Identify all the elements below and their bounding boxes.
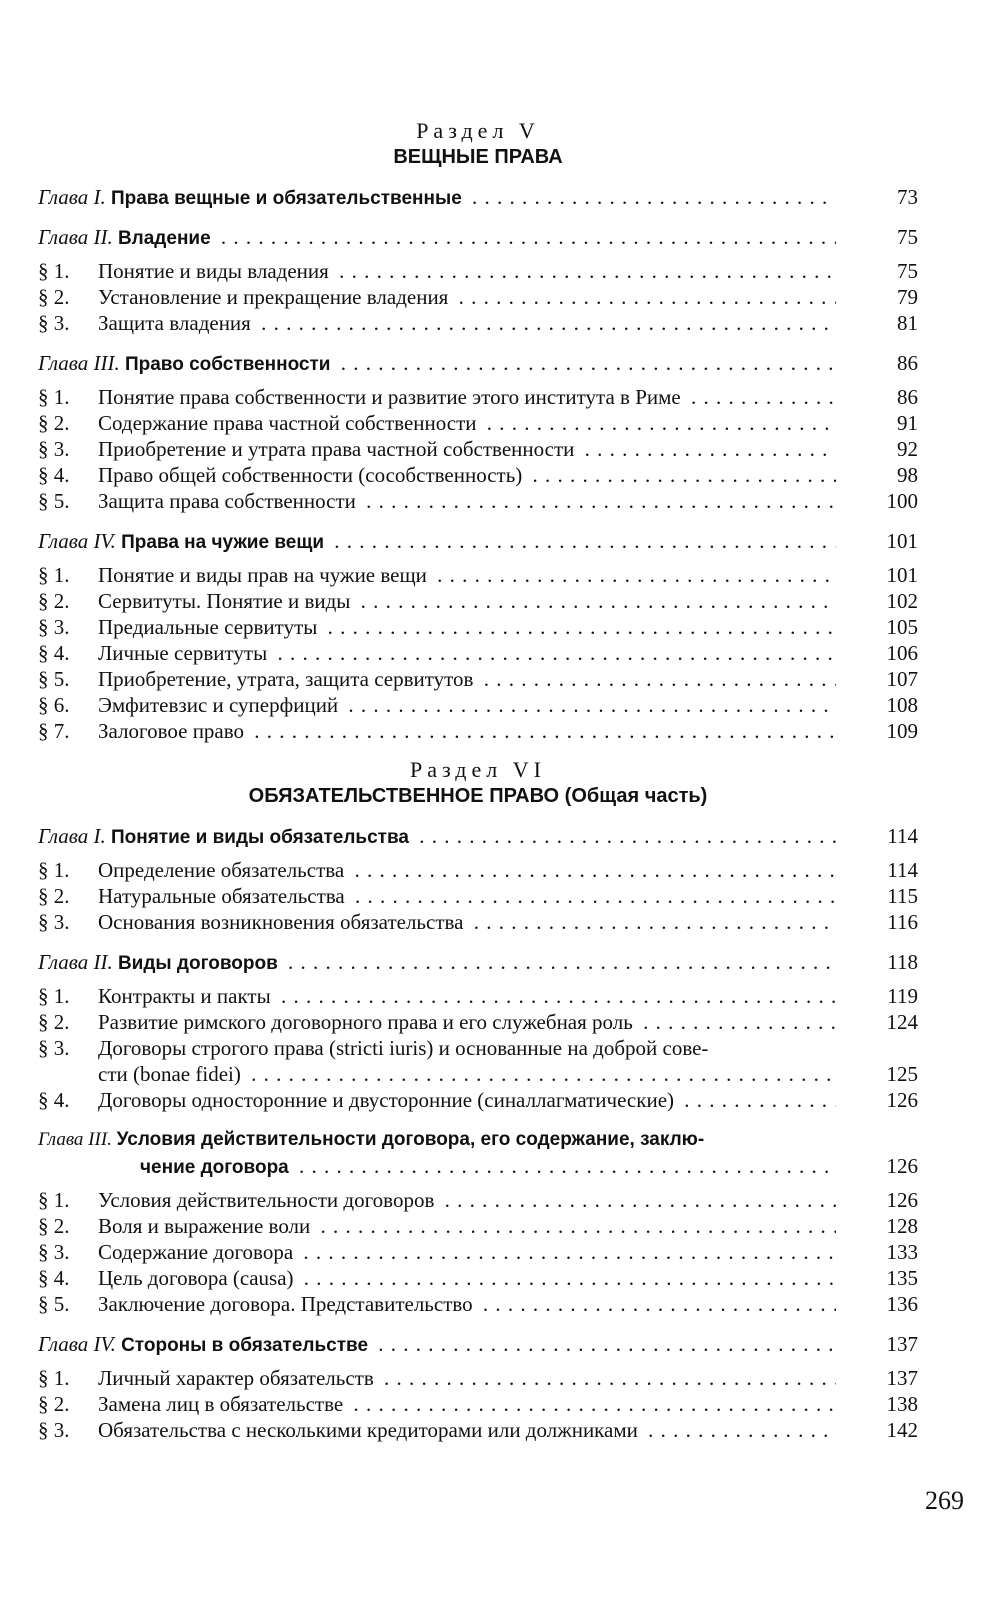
leader-dots [38, 1087, 836, 1113]
section-title-text: ВЕЩНЫЕ ПРАВА [393, 146, 563, 168]
chapter-title-line1: Условия действительности договора, его содержание, заклю- [116, 1129, 705, 1150]
chapter-heading [38, 528, 918, 554]
chapter-title: Право собственности [124, 354, 331, 375]
chapter-title: Стороны в обязательстве [121, 1335, 369, 1356]
paragraph-number: § 5. [38, 1292, 70, 1316]
leader-dots [38, 436, 836, 462]
paragraph-entry [38, 1291, 918, 1317]
paragraph-page: 101 [886, 563, 918, 587]
chapter-label: Глава III. [38, 351, 120, 375]
leader-dots [38, 588, 836, 614]
paragraph-entry [38, 692, 918, 718]
leader-dots [38, 909, 836, 935]
paragraph-page: 108 [886, 693, 918, 717]
paragraph-number: § 1. [38, 385, 70, 409]
toc-page [38, 0, 918, 1600]
paragraph-page: 136 [886, 1292, 918, 1316]
paragraph-entry [38, 1239, 918, 1265]
paragraph-number: § 3. [38, 1240, 70, 1264]
chapter-text [38, 1332, 372, 1356]
paragraph-title-line1: Договоры строгого права (stricti iuris) и основанные на доброй сове- [98, 1036, 709, 1060]
paragraph-entry [38, 1187, 918, 1213]
paragraph-title-line2: сти (bonae fidei) [98, 1062, 245, 1086]
toc-chapter [38, 823, 918, 935]
toc-chapter [38, 1127, 918, 1317]
leader-dots [38, 1061, 836, 1087]
paragraph-entry [38, 883, 918, 909]
leader-dots [38, 562, 836, 588]
chapter-heading-line [38, 1127, 918, 1153]
chapter-heading [38, 1331, 918, 1357]
leader-dots [38, 692, 836, 718]
paragraph-entry [38, 1213, 918, 1239]
chapter-page: 118 [887, 950, 918, 974]
chapter-label: Глава II. [38, 225, 113, 249]
paragraph-page: 98 [897, 463, 918, 487]
paragraph-title: Условия действительности договоров [98, 1188, 438, 1212]
paragraph-title: Воля и выражение воли [98, 1214, 314, 1238]
leader-dots [38, 883, 836, 909]
toc-chapter [38, 528, 918, 744]
paragraph-entry [38, 410, 918, 436]
paragraph-number: § 2. [38, 1010, 70, 1034]
leader-dots [38, 462, 836, 488]
paragraph-page: 106 [886, 641, 918, 665]
toc-section [38, 118, 918, 744]
chapter-heading [38, 949, 918, 975]
paragraph-number: § 4. [38, 1088, 70, 1112]
section-label: Раздел VI [410, 757, 546, 782]
chapter-heading [38, 184, 918, 210]
paragraph-title: Содержание права частной собственности [98, 411, 481, 435]
chapter-page: 114 [887, 824, 918, 848]
paragraph-page: 126 [886, 1188, 918, 1212]
leader-dots [38, 949, 836, 977]
paragraph-page: 100 [886, 489, 918, 513]
paragraph-number: § 5. [38, 667, 70, 691]
paragraph-title: Цель договора (causa) [98, 1266, 298, 1290]
paragraph-title: Развитие римского договорного права и его служебная роль [98, 1010, 637, 1034]
leader-dots [38, 410, 836, 436]
paragraph-entry [38, 436, 918, 462]
paragraph-number: § 2. [38, 411, 70, 435]
paragraph-title: Договоры односторонние и двусторонние (синаллагматические) [98, 1088, 678, 1112]
chapter-title-line2: чение договора [140, 1157, 293, 1178]
paragraph-page: 125 [886, 1062, 918, 1086]
paragraph-page: 92 [897, 437, 918, 461]
paragraph-title: Установление и прекращение владения [98, 285, 452, 309]
paragraph-number: § 1. [38, 858, 70, 882]
chapter-title: Права вещные и обязательственные [110, 188, 462, 209]
paragraph-title: Приобретение, утрата, защита сервитутов [98, 667, 477, 691]
paragraph-entry [38, 718, 918, 744]
paragraph-title: Замена лиц в обязательстве [98, 1392, 347, 1416]
page-number: 269 [925, 1486, 964, 1515]
leader-dots [38, 1009, 836, 1035]
leader-dots [38, 718, 836, 744]
paragraph-title: Натуральные обязательства [98, 884, 349, 908]
paragraph-title: Контракты и пакты [98, 984, 275, 1008]
paragraph-page: 114 [887, 858, 918, 882]
paragraph-page: 119 [887, 984, 918, 1008]
paragraph-entry [38, 258, 918, 284]
toc-chapter [38, 184, 918, 210]
paragraph-page: 102 [886, 589, 918, 613]
chapter-heading [38, 823, 918, 849]
leader-dots [38, 528, 836, 556]
section-heading [38, 118, 918, 170]
chapter-label: Глава I. [38, 185, 106, 209]
paragraph-number: § 1. [38, 1188, 70, 1212]
section-label: Раздел V [416, 118, 540, 143]
paragraph-title: Содержание договора [98, 1240, 297, 1264]
paragraph-entry [38, 666, 918, 692]
paragraph-title: Определение обязательства [98, 858, 348, 882]
leader-dots [38, 1213, 836, 1239]
paragraph-page: 126 [886, 1088, 918, 1112]
leader-dots [38, 284, 836, 310]
chapter-label: Глава IV. [38, 529, 116, 553]
chapter-label: Глава III. [38, 1129, 112, 1150]
paragraph-title: Понятие и виды прав на чужие вещи [98, 563, 431, 587]
paragraph-title: Обязательства с несколькими кредиторами или должниками [98, 1418, 642, 1442]
chapter-heading-row [38, 1153, 918, 1179]
paragraph-page: 128 [886, 1214, 918, 1238]
paragraph-entry [38, 1009, 918, 1035]
section-title-text: ОБЯЗАТЕЛЬСТВЕННОЕ ПРАВО [248, 785, 560, 807]
leader-dots [38, 614, 836, 640]
paragraph-number: § 3. [38, 311, 70, 335]
paragraph-page: 75 [897, 259, 918, 283]
paragraph-entry [38, 384, 918, 410]
chapter-title: Права на чужие вещи [121, 532, 325, 553]
paragraph-number: § 1. [38, 1366, 70, 1390]
paragraph-number: § 2. [38, 1392, 70, 1416]
paragraph-entry [38, 1417, 918, 1443]
paragraph-entry [38, 1035, 918, 1087]
paragraph-title: Право общей собственности (сособственность) [98, 463, 526, 487]
paragraph-page: 142 [886, 1418, 918, 1442]
paragraph-page: 107 [886, 667, 918, 691]
leader-dots [38, 823, 836, 851]
paragraph-title: Личные сервитуты [98, 641, 271, 665]
paragraph-page: 116 [887, 910, 918, 934]
leader-dots [38, 384, 836, 410]
leader-dots [38, 1417, 836, 1443]
leader-dots [38, 1239, 836, 1265]
paragraph-title: Предиальные сервитуты [98, 615, 321, 639]
chapter-page: 73 [897, 185, 918, 209]
paragraph-entry [38, 562, 918, 588]
paragraph-entry [38, 1391, 918, 1417]
paragraph-number: § 1. [38, 984, 70, 1008]
paragraph-number: § 2. [38, 589, 70, 613]
paragraph-entry [38, 983, 918, 1009]
paragraph-page: 137 [886, 1366, 918, 1390]
chapter-heading [38, 350, 918, 376]
paragraph-page: 133 [886, 1240, 918, 1264]
paragraph-entry [38, 462, 918, 488]
leader-dots [38, 1365, 836, 1391]
leader-dots [38, 1265, 836, 1291]
paragraph-number: § 2. [38, 1214, 70, 1238]
paragraph-title: Сервитуты. Понятие и виды [98, 589, 354, 613]
paragraph-number: § 6. [38, 693, 70, 717]
paragraph-title: Основания возникновения обязательства [98, 910, 467, 934]
paragraph-page: 135 [886, 1266, 918, 1290]
paragraph-title: Эмфитевзис и суперфиций [98, 693, 342, 717]
paragraph-entry [38, 614, 918, 640]
chapter-text [38, 824, 413, 848]
chapter-text [38, 185, 466, 209]
paragraph-number: § 3. [38, 910, 70, 934]
chapter-text [38, 529, 328, 553]
leader-dots [38, 1291, 836, 1317]
section-title [38, 144, 918, 170]
leader-dots [38, 258, 836, 284]
paragraph-page: 81 [897, 311, 918, 335]
paragraph-page: 124 [886, 1010, 918, 1034]
leader-dots [38, 640, 836, 666]
paragraph-page: 91 [897, 411, 918, 435]
paragraph-entry [38, 310, 918, 336]
paragraph-entry [38, 488, 918, 514]
paragraph-number: § 4. [38, 641, 70, 665]
leader-dots [38, 666, 836, 692]
leader-dots [38, 488, 836, 514]
chapter-page: 101 [886, 529, 918, 553]
paragraph-title: Личный характер обязательств [98, 1366, 378, 1390]
leader-dots [38, 1187, 836, 1213]
section-subtitle: (Общая часть) [564, 785, 708, 807]
paragraph-number: § 4. [38, 463, 70, 487]
paragraph-title: Понятие и виды владения [98, 259, 333, 283]
toc-section [38, 757, 918, 1443]
paragraph-number: § 3. [38, 1418, 70, 1442]
paragraph-title: Приобретение и утрата права частной собственности [98, 437, 578, 461]
paragraph-number: § 1. [38, 563, 70, 587]
leader-dots [140, 1153, 836, 1181]
paragraph-number: § 3. [38, 615, 70, 639]
chapter-page: 86 [897, 351, 918, 375]
leader-dots [38, 1331, 836, 1359]
paragraph-number: § 1. [38, 259, 70, 283]
section-title [38, 783, 918, 809]
chapter-title: Понятие и виды обязательства [110, 827, 409, 848]
paragraph-page: 79 [897, 285, 918, 309]
section-heading [38, 757, 918, 809]
paragraph-number: § 2. [38, 285, 70, 309]
chapter-text [38, 225, 215, 249]
chapter-page: 75 [897, 225, 918, 249]
paragraph-title: Защита права собственности [98, 489, 360, 513]
paragraph-page: 105 [886, 615, 918, 639]
chapter-label: Глава IV. [38, 1332, 116, 1356]
paragraph-page: 109 [886, 719, 918, 743]
leader-dots [38, 224, 836, 252]
leader-dots [38, 310, 836, 336]
paragraph-entry [38, 909, 918, 935]
leader-dots [38, 1391, 836, 1417]
chapter-title: Виды договоров [117, 953, 278, 974]
paragraph-number: § 3. [38, 1036, 70, 1060]
leader-dots [38, 350, 836, 378]
chapter-heading [38, 1127, 918, 1179]
paragraph-number: § 5. [38, 489, 70, 513]
leader-dots [38, 857, 836, 883]
toc-chapter [38, 224, 918, 336]
paragraph-page: 115 [887, 884, 918, 908]
paragraph-entry [38, 1265, 918, 1291]
paragraph-entry [38, 1365, 918, 1391]
chapter-text [38, 950, 282, 974]
paragraph-page: 138 [886, 1392, 918, 1416]
paragraph-entry [38, 588, 918, 614]
chapter-page: 137 [886, 1332, 918, 1356]
paragraph-entry-row [38, 1061, 918, 1087]
paragraph-entry [38, 284, 918, 310]
paragraph-entry [38, 857, 918, 883]
paragraph-number: § 4. [38, 1266, 70, 1290]
leader-dots [38, 983, 836, 1009]
paragraph-number: § 2. [38, 884, 70, 908]
paragraph-entry [38, 640, 918, 666]
paragraph-number: § 7. [38, 719, 70, 743]
toc-chapter [38, 1331, 918, 1443]
leader-dots [38, 184, 836, 212]
paragraph-number: § 3. [38, 437, 70, 461]
chapter-title: Владение [117, 228, 211, 249]
paragraph-entry [38, 1087, 918, 1113]
toc-chapter [38, 949, 918, 1113]
chapter-page: 126 [886, 1154, 918, 1178]
paragraph-title: Защита владения [98, 311, 255, 335]
paragraph-title: Залоговое право [98, 719, 248, 743]
chapter-label: Глава II. [38, 950, 113, 974]
paragraph-page: 86 [897, 385, 918, 409]
chapter-label: Глава I. [38, 824, 106, 848]
paragraph-title: Заключение договора. Представительство [98, 1292, 477, 1316]
paragraph-title: Понятие права собственности и развитие этого института в Риме [98, 385, 685, 409]
toc-chapter [38, 350, 918, 514]
chapter-text [38, 351, 334, 375]
chapter-heading [38, 224, 918, 250]
